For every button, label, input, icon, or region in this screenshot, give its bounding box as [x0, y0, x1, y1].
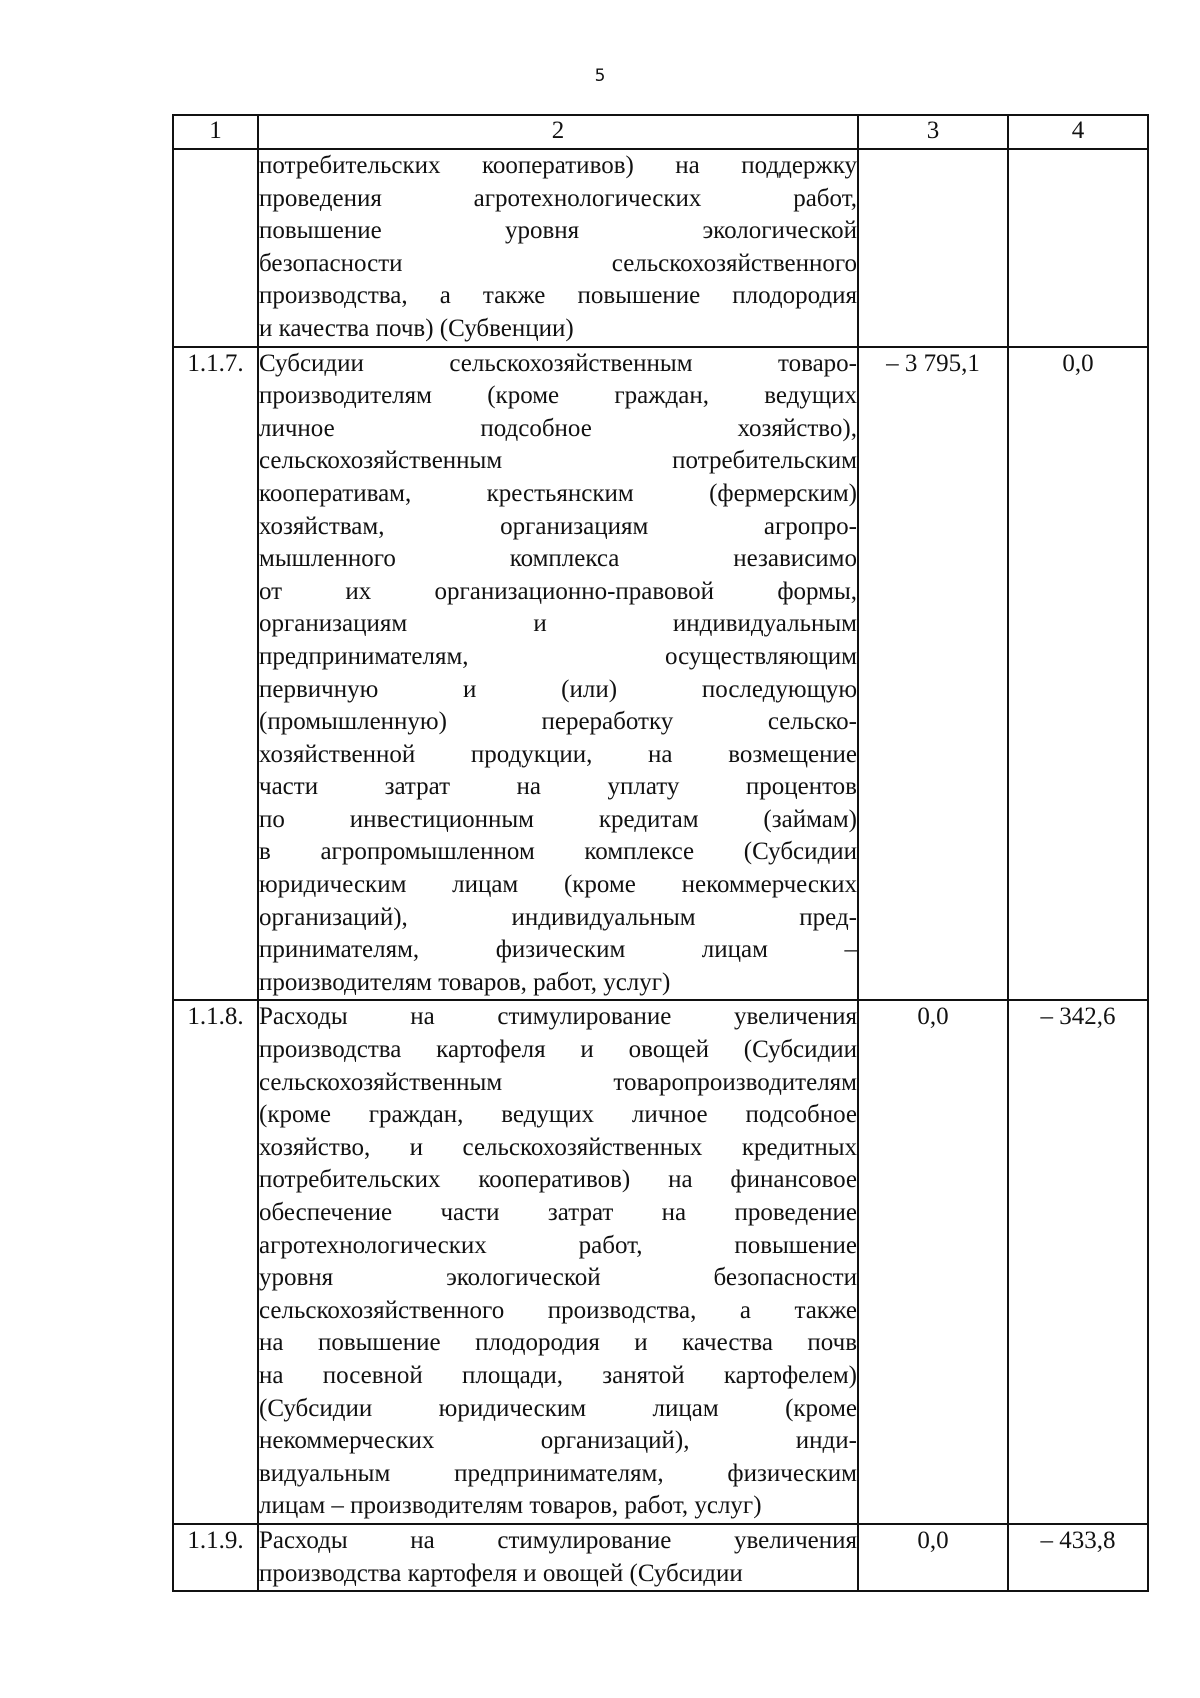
value-column-4: – 342,6	[1008, 1000, 1148, 1524]
budget-table	[172, 114, 1149, 1592]
description-line: первичную и (или) последующую	[259, 675, 857, 703]
description-line: сельскохозяйственным потребительским	[259, 447, 857, 475]
value-column-4: 0,0	[1008, 347, 1148, 1001]
value-column-4	[1008, 149, 1148, 347]
row-description	[258, 347, 858, 1001]
row-number: 1.1.9.	[173, 1524, 258, 1591]
description-line: мышленного комплекса независимо	[259, 545, 857, 573]
row-number: 1.1.8.	[173, 1000, 258, 1524]
value-column-3: – 3 795,1	[858, 347, 1008, 1001]
row-number	[173, 149, 258, 347]
row-description	[258, 1524, 858, 1591]
description-line: на посевной площади, занятой картофелем)	[259, 1361, 857, 1389]
description-line: агротехнологических работ, повышение	[259, 1231, 857, 1259]
description-line: личное подсобное хозяйство),	[259, 414, 857, 442]
table-row	[173, 149, 1148, 347]
page-number: 5	[594, 66, 606, 86]
description-line: Расходы на стимулирование увеличения	[259, 1003, 857, 1031]
description-line: производства, а также повышение плодородия	[259, 282, 857, 310]
column-header-2: 2	[258, 115, 858, 149]
description-line: производства картофеля и овощей (Субсидии	[259, 1036, 857, 1064]
value-column-3	[858, 149, 1008, 347]
description-line: (Субсидии юридическим лицам (кроме	[259, 1394, 857, 1422]
value-column-3: 0,0	[858, 1000, 1008, 1524]
description-line: потребительских кооперативов) на финансовое	[259, 1166, 857, 1194]
description-line: производителям (кроме граждан, ведущих	[259, 382, 857, 410]
description-line: производства картофеля и овощей (Субсидии	[259, 1559, 743, 1587]
description-line: производителям товаров, работ, услуг)	[259, 968, 671, 996]
description-line: на повышение плодородия и качества почв	[259, 1329, 857, 1357]
row-description	[258, 1000, 858, 1524]
description-line: уровня экологической безопасности	[259, 1264, 857, 1292]
description-line: проведения агротехнологических работ,	[259, 184, 857, 212]
description-line: (кроме граждан, ведущих личное подсобное	[259, 1101, 857, 1129]
description-line: Расходы на стимулирование увеличения	[259, 1526, 857, 1554]
value-column-3: 0,0	[858, 1524, 1008, 1591]
description-line: части затрат на уплату процентов	[259, 773, 857, 801]
row-description	[258, 149, 858, 347]
description-line: от их организационно-правовой формы,	[259, 577, 857, 605]
description-line: сельскохозяйственного производства, а также	[259, 1296, 857, 1324]
description-line: некоммерческих организаций), инди-	[259, 1427, 857, 1455]
table-row	[173, 1524, 1148, 1591]
description-line: принимателям, физическим лицам –	[259, 936, 857, 964]
description-line: хозяйственной продукции, на возмещение	[259, 740, 857, 768]
row-number: 1.1.7.	[173, 347, 258, 1001]
description-line: юридическим лицам (кроме некоммерческих	[259, 871, 857, 899]
description-line: Субсидии сельскохозяйственным товаро-	[259, 349, 857, 377]
description-line: обеспечение части затрат на проведение	[259, 1199, 857, 1226]
description-line: в агропромышленном комплексе (Субсидии	[259, 838, 857, 866]
description-line: предпринимателям, осуществляющим	[259, 642, 857, 670]
column-header-3: 3	[858, 115, 1008, 149]
description-line: организациям и индивидуальным	[259, 610, 857, 638]
description-line: организаций), индивидуальным пред-	[259, 903, 857, 931]
description-line: лицам – производителям товаров, работ, услуг)	[259, 1492, 762, 1520]
description-line: по инвестиционным кредитам (займам)	[259, 805, 857, 833]
description-line: потребительских кооперативов) на поддержку	[259, 152, 857, 179]
description-line: сельскохозяйственным товаропроизводителям	[259, 1068, 857, 1096]
description-line: видуальным предпринимателям, физическим	[259, 1459, 857, 1487]
description-line: безопасности сельскохозяйственного	[259, 249, 857, 277]
column-header-4: 4	[1008, 115, 1148, 149]
description-line: хозяйствам, организациям агропро-	[259, 512, 857, 540]
description-line: (промышленную) переработку сельско-	[259, 708, 857, 736]
description-line: и качества почв) (Субвенции)	[259, 314, 574, 342]
description-line: повышение уровня экологической	[259, 217, 857, 245]
description-line: хозяйство, и сельскохозяйственных кредитных	[259, 1133, 857, 1161]
description-line: кооперативам, крестьянским (фермерским)	[259, 479, 857, 507]
header-row	[173, 115, 1148, 149]
table-row	[173, 1000, 1148, 1524]
value-column-4: – 433,8	[1008, 1524, 1148, 1591]
column-header-1: 1	[173, 115, 258, 149]
table-row	[173, 347, 1148, 1001]
